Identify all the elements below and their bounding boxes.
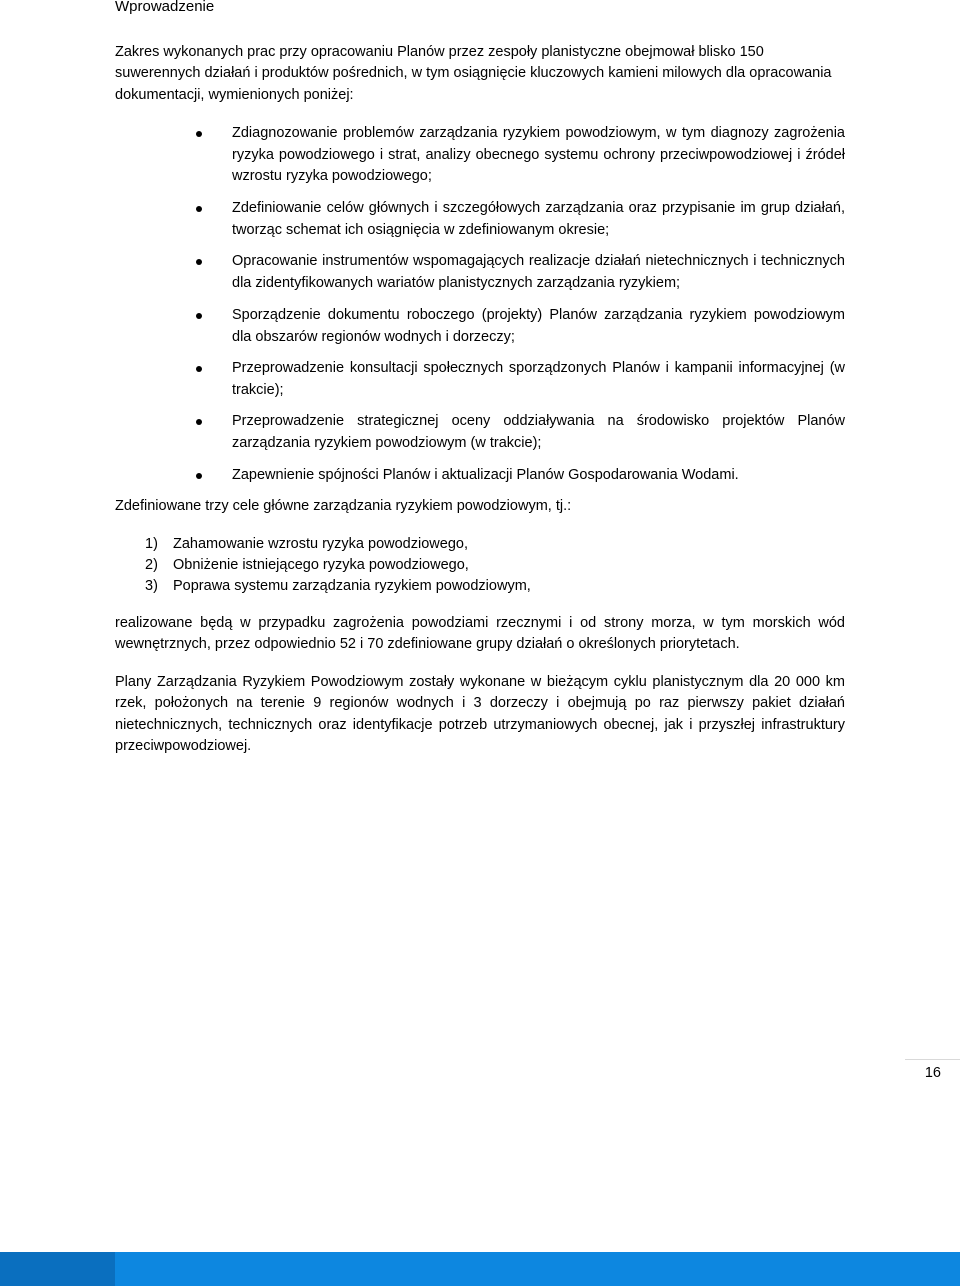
- list-item-text: Zdefiniowanie celów głównych i szczegółowych zarządzania oraz przypisanie im grup działań, tworząc schemat ich osiągnięcia w zdefiniowanym okresie;: [232, 200, 845, 238]
- list-item-text: Przeprowadzenie konsultacji społecznych sporządzonych Planów i kampanii informacyjnej (w trakcie);: [232, 360, 845, 398]
- list-item: [232, 358, 845, 401]
- bullet-icon: [196, 419, 202, 425]
- goals-intro: Zdefiniowane trzy cele główne zarządzania ryzykiem powodziowym, tj.:: [115, 498, 572, 514]
- goal-text: Obniżenie istniejącego ryzyka powodziowego,: [173, 557, 469, 574]
- goal-item: [145, 576, 531, 597]
- list-item: [232, 465, 845, 487]
- goal-item: [145, 555, 531, 576]
- list-item-text: Przeprowadzenie strategicznej oceny oddziaływania na środowisko projektów Planów zarządzania ryzykiem powodziowym (w trakcie);: [232, 413, 845, 451]
- list-item: [232, 251, 845, 294]
- intro-paragraph: Zakres wykonanych prac przy opracowaniu Planów przez zespoły planistyczne obejmował blisko 150 suwerennych działań i produktów pośrednich, w tym osiągnięcie kluczowych kamieni milowych dla opracowania dokumentacji, wymienionych poniżej:: [115, 44, 832, 103]
- goal-text: Poprawa systemu zarządzania ryzykiem powodziowym,: [173, 578, 531, 595]
- bullet-icon: [196, 473, 202, 479]
- plans-paragraph: Plany Zarządzania Ryzykiem Powodziowym zostały wykonane w bieżącym cyklu planistycznym dla 20 000 km rzek, położonych na terenie 9 regionów wodnych i 3 dorzeczy i obejmują po raz pierwszy pakiet działań nietechnicznych, technicznych oraz identyfikacje potrzeb utrzymaniowych obecnej, jak i przyszłej infrastruktury przeciwpowodziowej.: [115, 674, 845, 755]
- bullet-icon: [196, 366, 202, 372]
- footer-band-left: [0, 1252, 115, 1286]
- bullet-icon: [196, 313, 202, 319]
- list-item-text: Sporządzenie dokumentu roboczego (projekty) Planów zarządzania ryzykiem powodziowym dla obszarów regionów wodnych i dorzeczy;: [232, 307, 845, 345]
- list-item: [232, 305, 845, 348]
- goal-number: 1): [145, 536, 158, 552]
- list-item: [232, 198, 845, 241]
- page-number: 16: [905, 1059, 960, 1082]
- list-item-text: Opracowanie instrumentów wspomagających realizacje działań nietechnicznych i technicznych dla zidentyfikowanych wariatów planistycznych zarządzania ryzykiem;: [232, 253, 845, 291]
- list-item: [232, 411, 845, 454]
- bullet-icon: [196, 259, 202, 265]
- bullet-icon: [196, 206, 202, 212]
- list-item-text: Zdiagnozowanie problemów zarządzania ryzykiem powodziowym, w tym diagnozy zagrożenia ryzyka powodziowego i strat, analizy obecnego systemu ochrony przeciwpowodziowej i źródeł wzrostu ryzyka powodziowego;: [232, 125, 845, 185]
- footer-band-right: [115, 1252, 960, 1286]
- goal-number: 3): [145, 578, 158, 595]
- footer-band: [0, 1252, 960, 1286]
- section-title: Wprowadzenie: [115, 0, 215, 15]
- list-item: [232, 123, 845, 188]
- realization-paragraph: realizowane będą w przypadku zagrożenia powodziami rzecznymi i od strony morza, w tym morskich wód wewnętrznych, przez odpowiednio 52 i 70 zdefiniowane grupy działań o określonych priorytetach.: [115, 615, 845, 653]
- list-item-text: Zapewnienie spójności Planów i aktualizacji Planów Gospodarowania Wodami.: [232, 467, 739, 483]
- goal-text: Zahamowanie wzrostu ryzyka powodziowego,: [173, 536, 468, 552]
- goals-list: [145, 534, 531, 598]
- bullet-icon: [196, 131, 202, 137]
- goal-number: 2): [145, 557, 158, 574]
- goal-item: [145, 534, 531, 555]
